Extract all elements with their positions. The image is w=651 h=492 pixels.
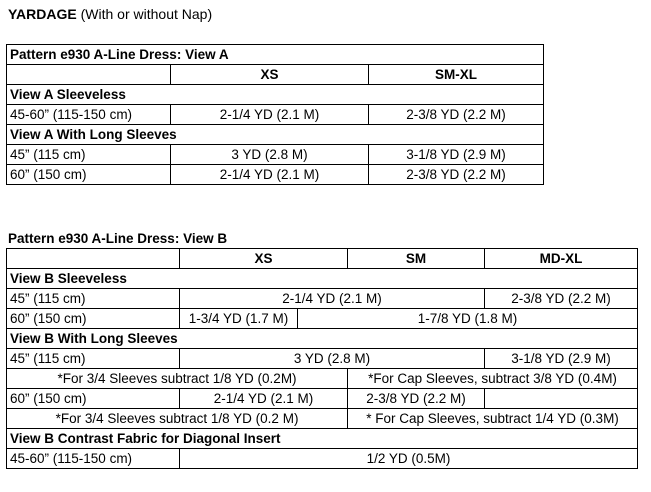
yardage-cell: 2-3/8 YD (2.2 M) [485, 289, 638, 309]
view-b-table-title: Pattern e930 A-Line Dress: View B [8, 231, 228, 246]
empty-cell [7, 65, 171, 85]
yardage-cell: 2-1/4 YD (2.1 M) [180, 289, 485, 309]
table-row [7, 85, 544, 105]
section-view-a-long-sleeves: View A With Long Sleeves [7, 125, 544, 145]
table-row [7, 145, 544, 165]
table-row [7, 249, 638, 269]
sleeve-note-cell: *For 3/4 Sleeves subtract 1/8 YD (0.2M) [7, 369, 348, 389]
fabric-width-label: 45-60” (115-150 cm) [7, 105, 171, 125]
yardage-cell: 1-7/8 YD (1.8 M) [298, 309, 638, 329]
fabric-width-label: 45-60” (115-150 cm) [7, 449, 180, 469]
table-row [7, 389, 638, 409]
fabric-width-label: 45” (115 cm) [7, 349, 180, 369]
fabric-width-label: 60” (150 cm) [7, 165, 171, 185]
view-a-table-title: Pattern e930 A-Line Dress: View A [7, 45, 544, 65]
table-row [7, 65, 544, 85]
table-row [7, 289, 638, 309]
fabric-width-label: 45” (115 cm) [7, 145, 171, 165]
yardage-cell: 2-3/8 YD (2.2 M) [348, 389, 485, 409]
yardage-cell: 2-1/4 YD (2.1 M) [180, 389, 348, 409]
sleeve-note-cell: *For 3/4 Sleeves subtract 1/8 YD (0.2 M) [7, 409, 348, 429]
table-row [7, 269, 638, 289]
table-row [7, 369, 638, 389]
table-row [7, 409, 638, 429]
section-view-a-sleeveless: View A Sleeveless [7, 85, 544, 105]
yardage-cell: 1/2 YD (0.5M) [180, 449, 638, 469]
yardage-cell: 2-1/4 YD (2.1 M) [171, 105, 369, 125]
yardage-cell: 1-3/4 YD (1.7 M) [180, 309, 298, 329]
column-header-xs: XS [180, 249, 348, 269]
section-view-b-long-sleeves: View B With Long Sleeves [7, 329, 638, 349]
yardage-cell: 2-3/8 YD (2.2 M) [369, 165, 544, 185]
table-row [7, 429, 638, 449]
table-row [7, 449, 638, 469]
yardage-cell: 2-3/8 YD (2.2 M) [369, 105, 544, 125]
sleeve-note-cell: *For Cap Sleeves, subtract 3/8 YD (0.4M) [348, 369, 638, 389]
column-header-sm-xl: SM-XL [369, 65, 544, 85]
view-b-yardage-table [6, 248, 638, 469]
yardage-cell: 3 YD (2.8 M) [180, 349, 485, 369]
table-row [7, 309, 638, 329]
fabric-width-label: 60” (150 cm) [7, 389, 180, 409]
fabric-width-label: 45” (115 cm) [7, 289, 180, 309]
section-view-b-contrast-fabric: View B Contrast Fabric for Diagonal Insert [7, 429, 638, 449]
column-header-sm: SM [348, 249, 485, 269]
empty-cell [7, 249, 180, 269]
yardage-cell: 3-1/8 YD (2.9 M) [485, 349, 638, 369]
view-a-yardage-table [6, 44, 544, 185]
table-row [7, 45, 544, 65]
yardage-cell: 2-1/4 YD (2.1 M) [171, 165, 369, 185]
yardage-cell: 3 YD (2.8 M) [171, 145, 369, 165]
empty-cell [485, 389, 638, 409]
yardage-heading [8, 6, 212, 23]
sleeve-note-cell: * For Cap Sleeves, subtract 1/4 YD (0.3M) [348, 409, 638, 429]
table-row [7, 125, 544, 145]
column-header-md-xl: MD-XL [485, 249, 638, 269]
table-row [7, 349, 638, 369]
column-header-xs: XS [171, 65, 369, 85]
fabric-width-label: 60” (150 cm) [7, 309, 180, 329]
table-row [7, 165, 544, 185]
yardage-subtitle: (With or without Nap) [80, 6, 213, 22]
yardage-cell: 3-1/8 YD (2.9 M) [369, 145, 544, 165]
table-row [7, 329, 638, 349]
yardage-title: YARDAGE [8, 6, 77, 22]
table-row [7, 105, 544, 125]
section-view-b-sleeveless: View B Sleeveless [7, 269, 638, 289]
